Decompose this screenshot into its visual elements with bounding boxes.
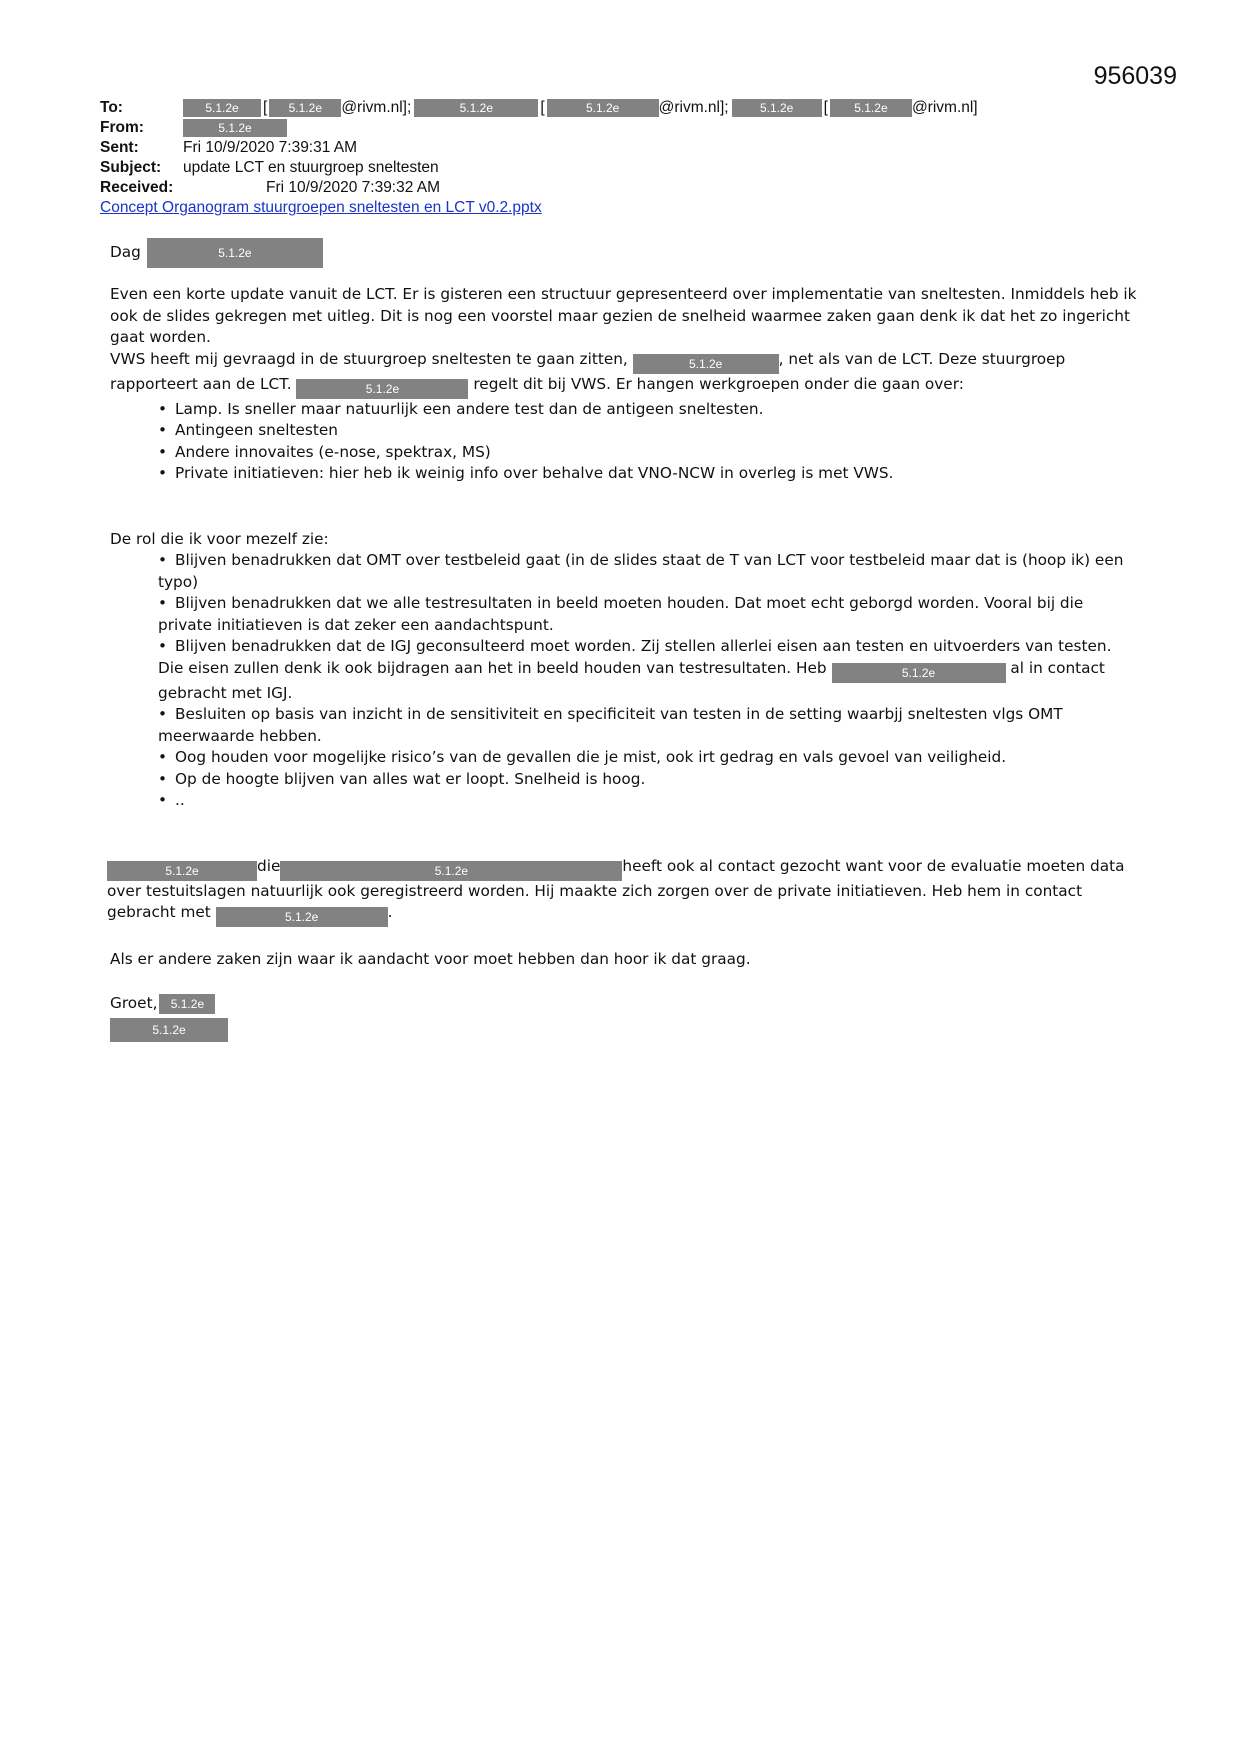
attachment-link[interactable]: Concept Organogram stuurgroepen sneltesten en LCT v0.2.pptx	[100, 199, 542, 216]
received-value: Fri 10/9/2020 7:39:32 AM	[266, 179, 441, 196]
role-intro: De rol die ik voor mezelf zie:	[110, 529, 329, 548]
paragraph-evaluatie	[107, 856, 1140, 928]
redaction: 5.1.2e	[269, 99, 341, 117]
paragraph-evaluatie-end: .	[387, 903, 393, 921]
paragraph-stuurgroep	[110, 349, 1140, 399]
redaction: 5.1.2e	[183, 99, 261, 117]
greeting-line	[110, 236, 1140, 270]
subject-label: Subject:	[100, 159, 162, 176]
paragraph-evaluatie-die: die	[257, 856, 281, 875]
list-item: • Andere innovaites (e-nose, spektrax, MS)	[158, 442, 1140, 464]
redaction: 5.1.2e	[296, 379, 468, 399]
paragraph-stuurgroep-a: VWS heeft mij gevraagd in de stuurgroep sneltesten te gaan zitten,	[110, 349, 628, 368]
from-label: From:	[100, 119, 144, 136]
paragraph-stuurgroep-b: , net als van de LCT. Deze stuurgroep rapporteert aan de LCT.	[110, 349, 1066, 393]
subject-row	[100, 158, 1160, 178]
role-item-text: Oog houden voor mogelijke risico’s van de gevallen die je mist, ook irt gedrag en vals gevoel van veiligheid.	[175, 748, 1007, 766]
redaction: 5.1.2e	[183, 119, 287, 137]
signature-name	[110, 1015, 1140, 1042]
to-bracket: [	[823, 99, 828, 116]
redaction: 5.1.2e	[159, 994, 215, 1014]
role-list	[110, 550, 1140, 812]
role-item-text: Op de hoogte blijven van alles wat er loopt. Snelheid is hoog.	[175, 769, 646, 788]
redaction: 5.1.2e	[280, 861, 622, 881]
redaction: 5.1.2e	[547, 99, 659, 117]
closing: Groet,	[110, 993, 158, 1012]
redaction: 5.1.2e	[633, 354, 779, 374]
redaction: 5.1.2e	[830, 99, 912, 117]
to-label: To:	[100, 99, 123, 116]
list-item: • ..	[158, 791, 185, 809]
role-item-text: Blijven benadrukken dat OMT over testbeleid gaat (in de slides staat de T van LCT voor testbeleid maar dat is (hoop ik) een typo)	[158, 551, 1124, 591]
to-row	[100, 98, 1160, 118]
redaction: 5.1.2e	[832, 663, 1006, 683]
to-domain: @rivm.nl];	[341, 99, 412, 116]
role-item-text: Besluiten op basis van inzicht in de sensitiviteit en specificiteit van testen in de setting waarbjj sneltesten vlgs OMT meerwaarde hebben.	[158, 705, 1063, 745]
received-row	[100, 178, 1160, 198]
to-bracket: [	[540, 99, 545, 116]
redaction: 5.1.2e	[414, 99, 538, 117]
list-item: • Private initiatieven: hier heb ik weinig info over behalve dat VNO-NCW in overleg is met VWS.	[158, 463, 1140, 485]
paragraph-stuurgroep-c: regelt dit bij VWS. Er hangen werkgroepen onder die gaan over:	[473, 374, 964, 393]
email-body	[107, 236, 1140, 1042]
signature-line	[110, 993, 1140, 1015]
list-item: • Blijven benadrukken dat we alle testresultaten in beeld moeten houden. Dat moet echt geborgd worden. Vooral bij die private initiatieven is dat zeker een aandachtspunt.	[158, 594, 1084, 634]
sent-label: Sent:	[100, 139, 139, 156]
redaction: 5.1.2e	[107, 861, 257, 881]
role-item-text: Blijven benadrukken dat we alle testresultaten in beeld moeten houden. Dat moet echt geborgd worden. Vooral bij die private initiatieven is dat zeker een aandachtspunt.	[158, 594, 1084, 634]
to-value	[183, 98, 978, 118]
paragraph-evaluatie-a: heeft ook al contact gezocht want voor de evaluatie moeten data over testuitslagen natuurlijk ook geregistreerd worden. Hij maakte zich zorgen over de private initiatieven. Heb hem in contact gebracht met	[107, 856, 1125, 921]
list-item: • Blijven benadrukken dat de IGJ geconsulteerd moet worden. Zij stellen allerlei eisen aan testen en uitvoerders van testen. Die eisen zullen denk ik ook bijdragen aan het in beeld houden van testresultaten. Heb 5.1.2e al in contact gebracht met IGJ.	[158, 637, 1112, 702]
document-number: 956039	[1093, 62, 1177, 90]
role-item-text: ..	[175, 791, 185, 809]
from-row	[100, 118, 1160, 138]
sent-row	[100, 138, 1160, 158]
received-label: Received:	[100, 179, 174, 196]
role-item-text: Blijven benadrukken dat de IGJ geconsulteerd moet worden. Zij stellen allerlei eisen aan testen en uitvoerders van testen. Die eisen zullen denk ik ook bijdragen aan het in beeld houden van testresultaten. Heb	[158, 637, 1112, 677]
redaction: 5.1.2e	[216, 907, 388, 927]
redaction: 5.1.2e	[732, 99, 822, 117]
list-item: • Blijven benadrukken dat OMT over testbeleid gaat (in de slides staat de T van LCT voor testbeleid maar dat is (hoop ik) een typo)	[158, 551, 1124, 591]
greeting: Dag	[110, 243, 141, 262]
list-item: • Besluiten op basis van inzicht in de sensitiviteit en specificiteit van testen in de setting waarbjj sneltesten vlgs OMT meerwaarde hebben.	[158, 705, 1063, 745]
from-value	[183, 119, 287, 137]
list-item: • Op de hoogte blijven van alles wat er loopt. Snelheid is hoog.	[158, 769, 646, 788]
subject-value: update LCT en stuurgroep sneltesten	[183, 159, 439, 176]
redaction: 5.1.2e	[147, 238, 323, 268]
list-item: • Oog houden voor mogelijke risico’s van de gevallen die je mist, ook irt gedrag en vals gevoel van veiligheid.	[158, 748, 1007, 766]
to-domain: @rivm.nl]	[911, 99, 978, 116]
role-item-text: al in contact gebracht met IGJ.	[158, 658, 1105, 702]
werkgroepen-list	[110, 399, 1140, 485]
to-bracket: [	[263, 99, 268, 116]
list-item: • Lamp. Is sneller maar natuurlijk een andere test dan de antigeen sneltesten.	[158, 399, 1140, 421]
email-header	[100, 98, 1160, 218]
paragraph-closing-note: Als er andere zaken zijn waar ik aandacht voor moet hebben dan hoor ik dat graag.	[110, 950, 751, 968]
sent-value: Fri 10/9/2020 7:39:31 AM	[183, 139, 358, 156]
paragraph-intro: Even een korte update vanuit de LCT. Er is gisteren een structuur gepresenteerd over implementatie van sneltesten. Inmiddels heb ik ook de slides gekregen met uitleg. Dit is nog een voorstel maar gezien de snelheid waarmee zaken gaan denk ik dat het zo ingericht gaat worden.	[110, 285, 1137, 346]
to-domain: @rivm.nl];	[658, 99, 729, 116]
list-item: • Antingeen sneltesten	[158, 420, 1140, 442]
redaction: 5.1.2e	[110, 1018, 228, 1042]
